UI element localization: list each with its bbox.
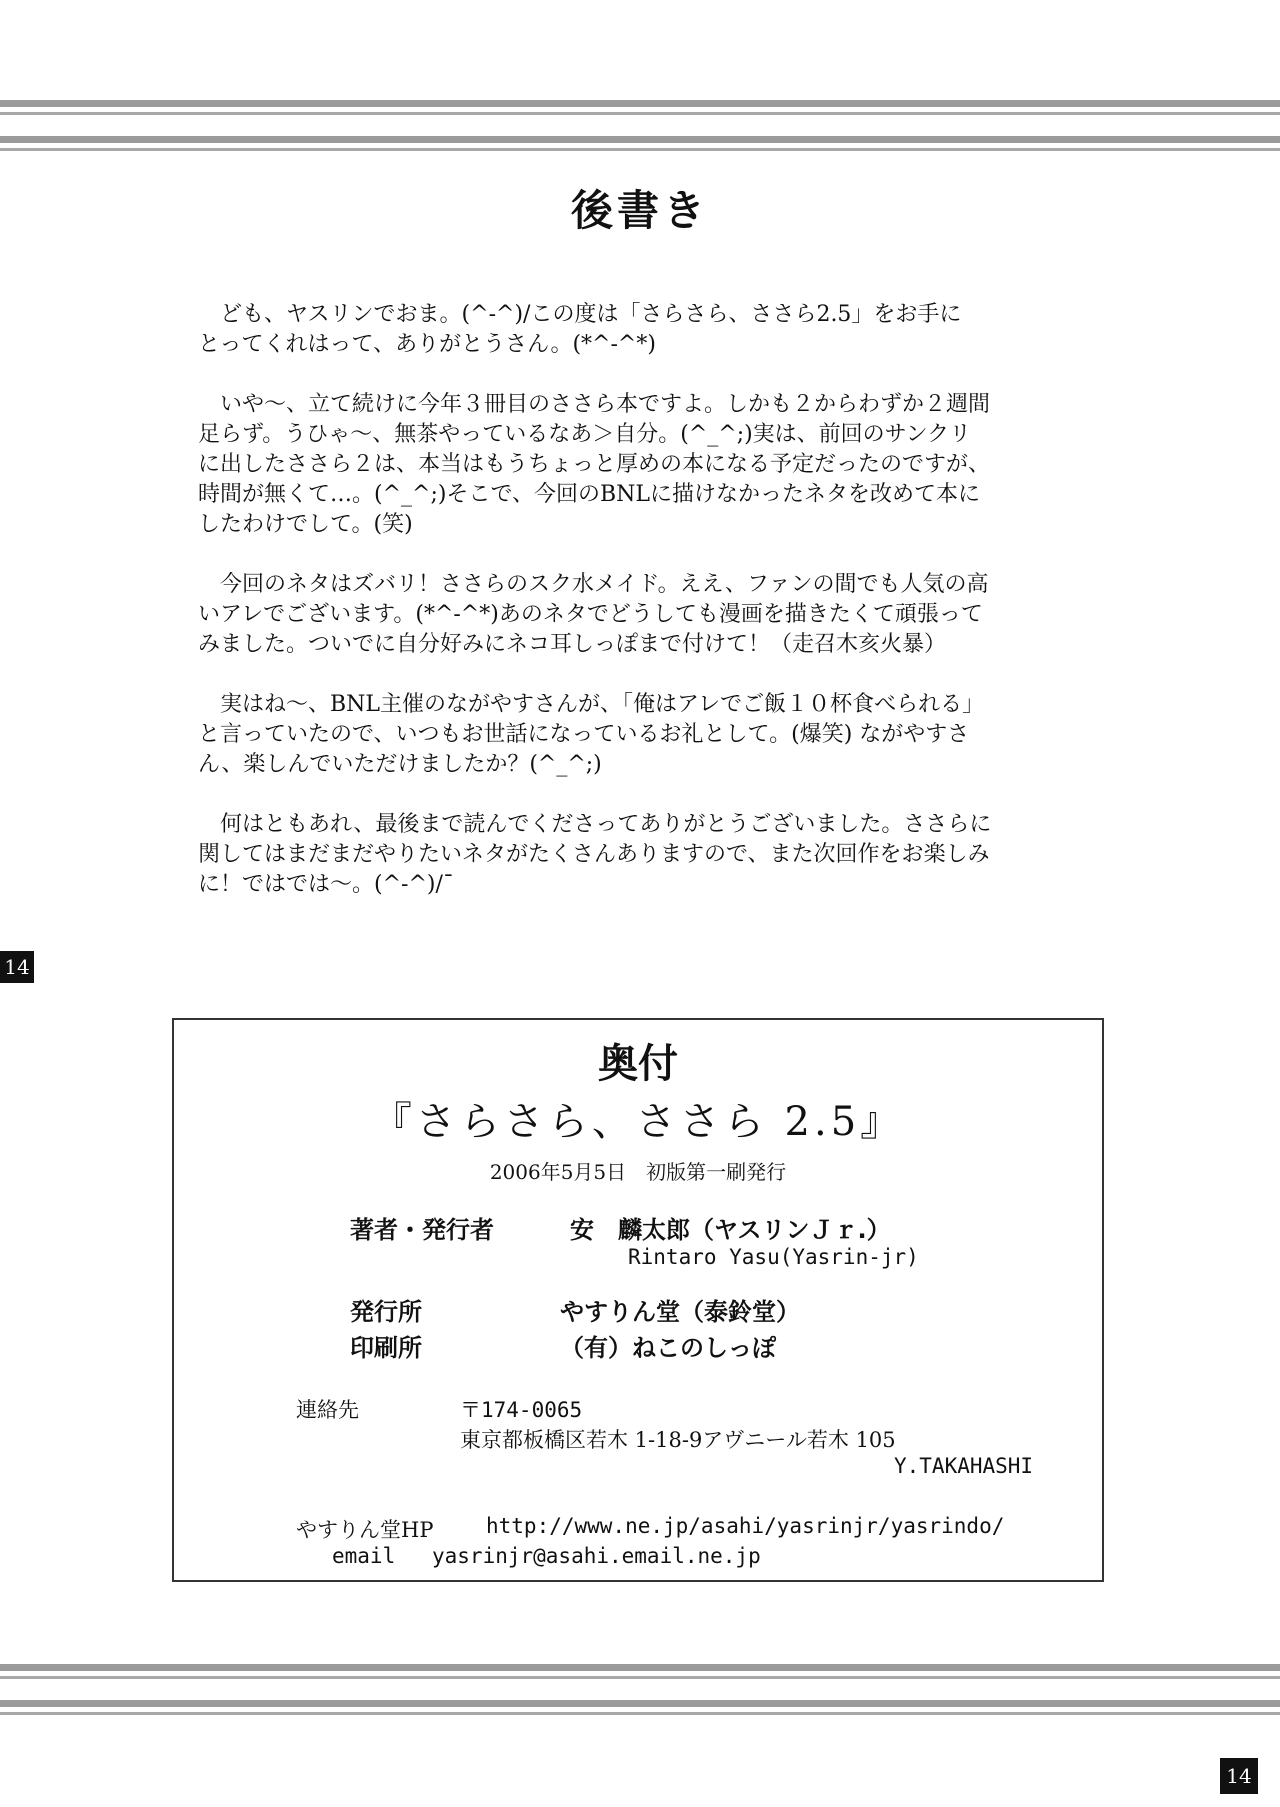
page-title: 後書き xyxy=(570,186,709,235)
page-number-side-badge: 14 xyxy=(0,951,34,983)
postal-code: 〒174-0065 xyxy=(460,1398,583,1422)
publisher-name: やすりん堂（泰鈴堂） xyxy=(560,1298,800,1326)
publisher-label: 発行所 xyxy=(350,1298,422,1326)
email-label: email xyxy=(332,1544,396,1568)
publication-date: 2006年5月5日 初版第一刷発行 xyxy=(489,1160,787,1184)
afterword-paragraph-2: いや〜、立て続けに今年３冊目のささら本ですよ。しかも２からわずか２週間 足らず。うひゃ〜、無茶やっているなあ＞自分。(^_^;)実は、前回のサンクリ に出したささら２は、本当はもうちょっと厚めの本になる予定だったのですが、 時間が無くて…。(^_^;)そこで、今回のBNLに描けなかったネタを改めて本に したわけでして。(笑) xyxy=(198,392,991,537)
bottom-rule-lower xyxy=(0,1700,1280,1707)
afterword-paragraph-3: 今回のネタはズバリ！ささらのスク水メイド。ええ、ファンの間でも人気の高 いアレでございます。(*^-^*)あのネタでどうしても漫画を描きたくて頑張って みました。ついでに自分好みにネコ耳しっぽまで付けて！（走召木亥火暴） xyxy=(198,572,989,657)
afterword-body xyxy=(198,300,1098,930)
author-romaji: Rintaro Yasu(Yasrin-jr) xyxy=(628,1245,919,1269)
author-name: 安 麟太郎（ヤスリンＪｒ.） xyxy=(570,1216,891,1244)
book-title: 『さらさら、ささら 2.5』 xyxy=(371,1099,905,1145)
contact-name: Y.TAKAHASHI xyxy=(894,1454,1034,1478)
afterword-paragraph-5: 何はともあれ、最後まで読んでくださってありがとうございました。ささらに 関してはまだまだやりたいネタがたくさんありますので、また次回作をお楽しみ に！ではでは〜。(^-^)/¯ xyxy=(198,812,992,897)
top-rule-upper xyxy=(0,100,1280,107)
bottom-rule-upper xyxy=(0,1664,1280,1671)
homepage-url[interactable]: http://www.ne.jp/asahi/yasrinjr/yasrindo/ xyxy=(486,1514,1005,1538)
homepage-label: やすりん堂HP xyxy=(296,1518,434,1542)
colophon-heading: 奥付 xyxy=(598,1041,678,1087)
top-rule-upper-thin xyxy=(0,112,1280,115)
bottom-rule-lower-thin xyxy=(0,1712,1280,1715)
address: 東京都板橋区若木 1-18-9アヴニール若木 105 xyxy=(460,1428,896,1452)
bottom-rule-upper-thin xyxy=(0,1676,1280,1679)
page-number-corner-badge: 14 xyxy=(1220,1758,1258,1794)
afterword-paragraph-1: ども、ヤスリンでおま。(^-^)/この度は「さらさら、ささら2.5」をお手に とってくれはって、ありがとうさん。(*^-^*) xyxy=(198,302,962,357)
author-label: 著者・発行者 xyxy=(350,1216,494,1244)
colophon-box xyxy=(172,1018,1104,1582)
top-rule-lower-thin xyxy=(0,148,1280,151)
printer-label: 印刷所 xyxy=(350,1334,422,1362)
top-rule-lower xyxy=(0,136,1280,143)
afterword-paragraph-4: 実はね〜、BNL主催のながやすさんが、「俺はアレでご飯１０杯食べられる」 と言っていたので、いつもお世話になっているお礼として。(爆笑) ながやすさ ん、楽しんでいただけましたか？(^_^;) xyxy=(198,692,985,777)
printer-name: （有）ねこのしっぽ xyxy=(560,1334,776,1362)
contact-label: 連絡先 xyxy=(296,1398,359,1422)
email-address[interactable]: yasrinjr@asahi.email.ne.jp xyxy=(432,1544,761,1568)
